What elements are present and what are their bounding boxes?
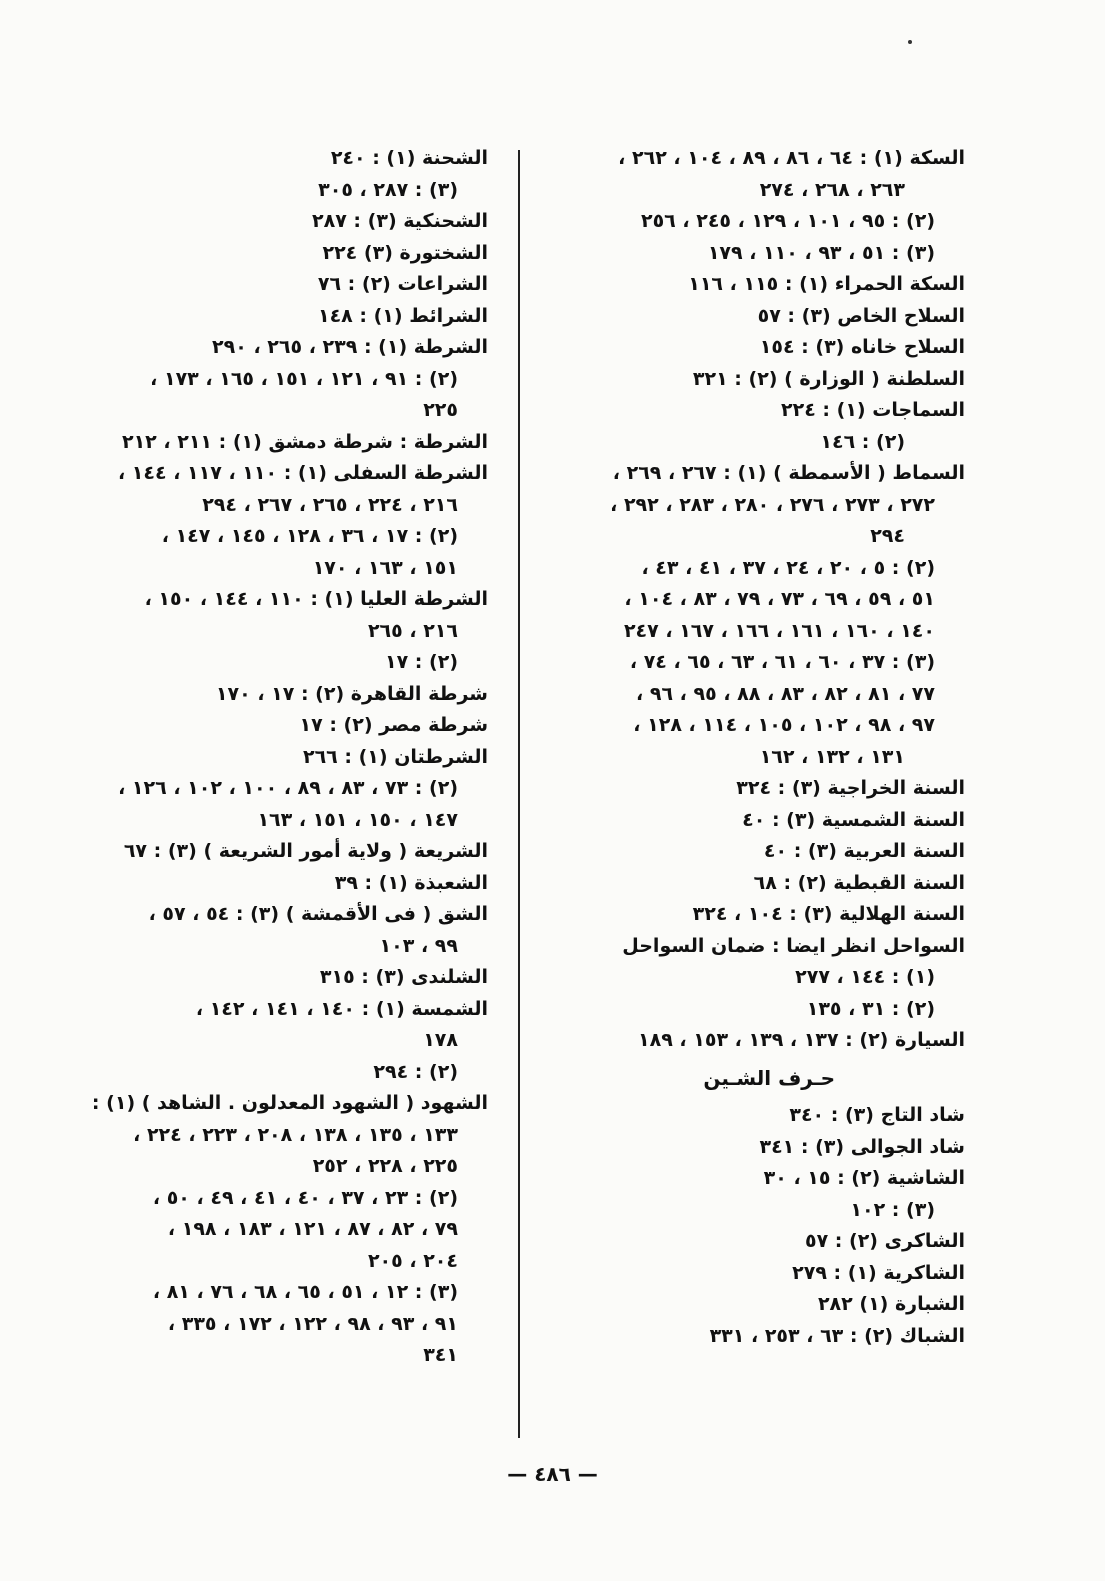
index-entry: السكة (١) : ٦٤ ، ٨٦ ، ٨٩ ، ١٠٤ ، ٢٦٢ ، xyxy=(618,147,965,169)
index-entry: ٢٠٤ ، ٢٠٥ xyxy=(367,1249,458,1272)
index-entry: السلطنة ( الوزارة ) (٢) : ٣٢١ xyxy=(692,367,965,390)
index-entry: ٧٧ ، ٨١ ، ٨٢ ، ٨٣ ، ٨٨ ، ٩٥ ، ٩٦ ، xyxy=(636,682,935,705)
section-heading: حـرف الشـين xyxy=(703,1065,835,1090)
index-entry: الشاكرى (٢) : ٥٧ xyxy=(804,1230,965,1252)
index-entry: الشرطة (١) : ٢٣٩ ، ٢٦٥ ، ٢٩٠ xyxy=(212,336,488,358)
column-divider xyxy=(518,150,520,1438)
index-entry: (٢) : ٥ ، ٢٠ ، ٢٤ ، ٣٧ ، ٤١ ، ٤٣ ، xyxy=(641,556,935,579)
index-entry: (٢) : ٣١ ، ١٣٥ xyxy=(806,997,935,1020)
index-entry: (٢) : ١٤٦ xyxy=(820,430,905,453)
page-number: — ٤٨٦ — xyxy=(507,1462,598,1486)
speck xyxy=(908,40,912,44)
index-entry: ٧٩ ، ٨٢ ، ٨٧ ، ١٢١ ، ١٨٣ ، ١٩٨ ، xyxy=(167,1218,458,1240)
index-entry: شاد التاج (٣) : ٣٤٠ xyxy=(789,1104,965,1126)
index-entry: ٩٩ ، ١٠٣ xyxy=(379,934,458,957)
index-entry: الشرطة السفلى (١) : ١١٠ ، ١١٧ ، ١٤٤ ، xyxy=(117,462,488,484)
index-entry: الشباك (٢) : ٦٣ ، ٢٥٣ ، ٣٣١ xyxy=(709,1324,965,1347)
index-entry: (٢) : ٢٩٤ xyxy=(373,1060,458,1083)
index-entry: ١٣١ ، ١٣٢ ، ١٦٢ xyxy=(759,745,905,768)
index-entry: (٢) : ٩١ ، ١٢١ ، ١٥١ ، ١٦٥ ، ١٧٣ ، xyxy=(150,367,458,390)
index-entry: شرطة القاهرة (٢) : ١٧ ، ١٧٠ xyxy=(215,682,488,705)
index-entry: السكة الحمراء (١) : ١١٥ ، ١١٦ xyxy=(688,273,965,295)
index-entry: ٢٦٣ ، ٢٦٨ ، ٢٧٤ xyxy=(759,178,905,201)
index-entry: (٣) : ٣٧ ، ٦٠ ، ٦١ ، ٦٣ ، ٦٥ ، ٧٤ ، xyxy=(629,651,935,673)
index-entry: الشرطتان (١) : ٢٦٦ xyxy=(302,745,488,768)
index-entry: ٢٧٢ ، ٢٧٣ ، ٢٧٦ ، ٢٨٠ ، ٢٨٣ ، ٢٩٢ ، xyxy=(610,493,935,516)
index-entry: السواحل انظر ايضا : ضمان السواحل xyxy=(622,934,965,957)
index-entry: الشريعة ( ولاية أمور الشريعة ) (٣) : ٦٧ xyxy=(123,840,488,862)
index-entry: السنة الخراجية (٣) : ٣٢٤ xyxy=(736,777,965,799)
index-entry: (٣) : ١٢ ، ٥١ ، ٦٥ ، ٦٨ ، ٧٦ ، ٨١ ، xyxy=(152,1281,458,1303)
index-column-right xyxy=(545,143,965,1352)
index-entry: الشحنة (١) : ٢٤٠ xyxy=(330,147,488,169)
index-entry: السلاح خاناه (٣) : ١٥٤ xyxy=(759,336,965,358)
index-entry: ١٤٧ ، ١٥٠ ، ١٥١ ، ١٦٣ xyxy=(257,808,458,831)
index-entry: ٣٤١ xyxy=(423,1344,458,1366)
index-entry: ٩١ ، ٩٣ ، ٩٨ ، ١٢٢ ، ١٧٢ ، ٣٣٥ ، xyxy=(167,1312,458,1335)
index-entry: الشحنكية (٣) : ٢٨٧ xyxy=(312,210,488,232)
index-entry: شاد الجوالى (٣) : ٣٤١ xyxy=(759,1135,965,1158)
index-entry: الشهود ( الشهود المعدلون . الشاهد ) (١) : xyxy=(91,1092,488,1114)
index-entry: السماجات (١) : ٢٢٤ xyxy=(781,399,965,421)
index-entry: الشاكرية (١) : ٢٧٩ xyxy=(792,1261,965,1284)
index-entry: الشق ( فى الأقمشة ) (٣) : ٥٤ ، ٥٧ ، xyxy=(148,903,488,925)
index-entry: ٢٢٥ xyxy=(423,399,458,421)
index-entry: الشرائط (١) : ١٤٨ xyxy=(317,304,488,327)
index-entry: السماط ( الأسمطة ) (١) : ٢٦٧ ، ٢٦٩ ، xyxy=(612,462,965,484)
index-entry: (٢) : ١٧ ، ٣٦ ، ١٢٨ ، ١٤٥ ، ١٤٧ ، xyxy=(161,525,458,547)
index-entry: السنة القبطية (٢) : ٦٨ xyxy=(753,871,965,894)
index-column-left xyxy=(48,143,488,1372)
index-entry: السيارة (٢) : ١٣٧ ، ١٣٩ ، ١٥٣ ، ١٨٩ xyxy=(638,1029,965,1051)
index-entry: ٢١٦ ، ٢٢٤ ، ٢٦٥ ، ٢٦٧ ، ٢٩٤ xyxy=(202,493,458,516)
index-entry: (٢) : ٩٥ ، ١٠١ ، ١٢٩ ، ٢٤٥ ، ٢٥٦ xyxy=(640,210,935,232)
index-entry: الشمسة (١) : ١٤٠ ، ١٤١ ، ١٤٢ ، xyxy=(195,997,488,1020)
index-entry: الشلندى (٣) : ٣١٥ xyxy=(319,966,488,988)
index-entry: (٢) : ٧٣ ، ٨٣ ، ٨٩ ، ١٠٠ ، ١٠٢ ، ١٢٦ ، xyxy=(118,777,458,799)
index-entry: السنة الشمسية (٣) : ٤٠ xyxy=(742,808,965,831)
index-entry: ١٥١ ، ١٦٣ ، ١٧٠ xyxy=(312,556,458,579)
index-entry: (٢) : ٢٣ ، ٣٧ ، ٤٠ ، ٤١ ، ٤٩ ، ٥٠ ، xyxy=(152,1186,458,1209)
index-entry: ٢٢٥ ، ٢٢٨ ، ٢٥٢ xyxy=(312,1155,458,1177)
index-entry: الشبارة (١) ٢٨٢ xyxy=(817,1293,965,1315)
index-entry: (٢) : ١٧ xyxy=(384,651,458,673)
index-entry: ١٤٠ ، ١٦٠ ، ١٦١ ، ١٦٦ ، ١٦٧ ، ٢٤٧ xyxy=(623,619,935,642)
index-entry: السنة الهلالية (٣) : ١٠٤ ، ٣٢٤ xyxy=(692,903,965,925)
index-entry: الشختورة (٣) ٢٢٤ xyxy=(322,241,488,264)
index-entry: (٣) : ٢٨٧ ، ٣٠٥ xyxy=(318,178,458,201)
index-entry: ١٧٨ xyxy=(423,1029,458,1051)
index-entry: الشاشية (٢) : ١٥ ، ٣٠ xyxy=(763,1167,965,1189)
index-entry: (١) : ١٤٤ ، ٢٧٧ xyxy=(795,966,935,988)
index-entry: ١٣٣ ، ١٣٥ ، ١٣٨ ، ٢٠٨ ، ٢٢٣ ، ٢٢٤ ، xyxy=(133,1123,458,1146)
index-entry: (٣) : ٥١ ، ٩٣ ، ١١٠ ، ١٧٩ xyxy=(707,241,935,264)
index-entry: ٥١ ، ٥٩ ، ٦٩ ، ٧٣ ، ٧٩ ، ٨٣ ، ١٠٤ ، xyxy=(624,588,935,610)
index-entry: السنة العربية (٣) : ٤٠ xyxy=(763,840,965,862)
index-entry: الشعبذة (١) : ٣٩ xyxy=(334,871,488,894)
index-entry: ٩٧ ، ٩٨ ، ١٠٢ ، ١٠٥ ، ١١٤ ، ١٢٨ ، xyxy=(633,714,935,736)
index-entry: (٣) : ١٠٢ xyxy=(850,1198,935,1221)
index-entry: السلاح الخاص (٣) : ٥٧ xyxy=(757,304,965,327)
index-entry: الشراعات (٢) : ٧٦ xyxy=(317,273,488,295)
index-entry: الشرطة العليا (١) : ١١٠ ، ١٤٤ ، ١٥٠ ، xyxy=(144,588,488,610)
index-entry: الشرطة : شرطة دمشق (١) : ٢١١ ، ٢١٢ xyxy=(121,430,488,453)
index-entry: ٢١٦ ، ٢٦٥ xyxy=(367,619,458,642)
index-entry: شرطة مصر (٢) : ١٧ xyxy=(299,714,488,736)
index-entry: ٢٩٤ xyxy=(870,525,905,547)
